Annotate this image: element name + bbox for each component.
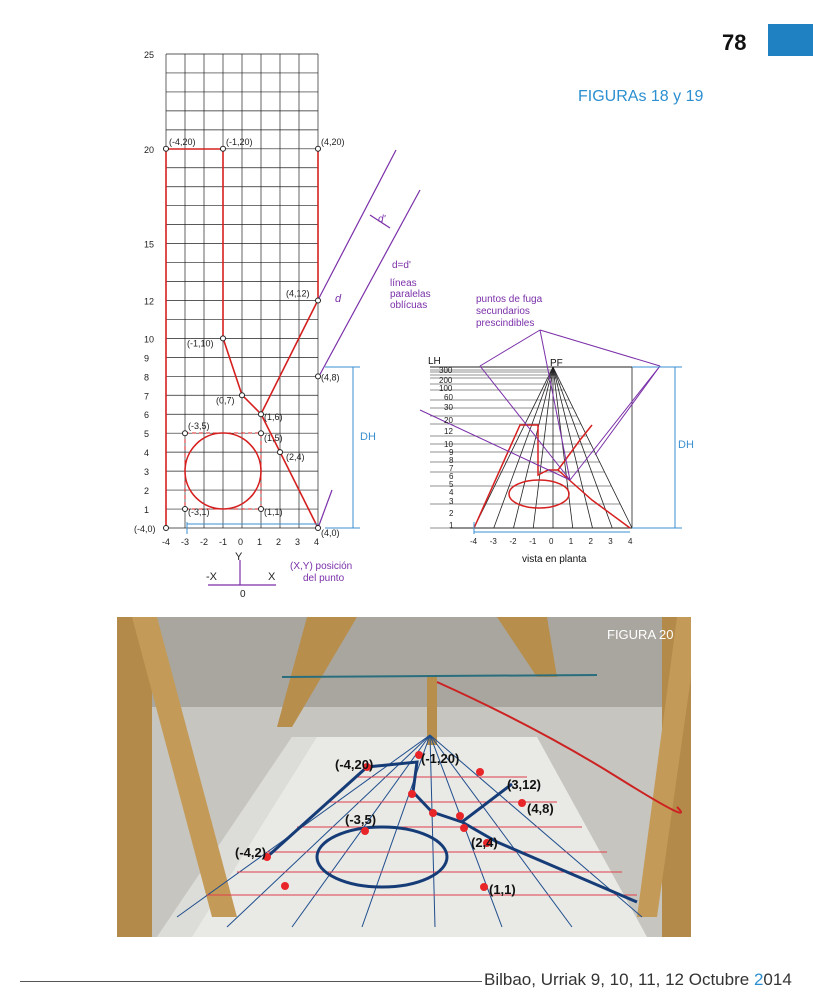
depth-label: 200 — [439, 376, 453, 385]
plan-x-label: 3 — [608, 537, 613, 546]
axis-y-label: Y — [235, 551, 243, 563]
axis-zero-label: 0 — [240, 589, 246, 600]
x-tick-label: -3 — [181, 537, 190, 547]
vp-label-1: puntos de fuga — [476, 294, 543, 305]
photo-label: (-4,2) — [235, 845, 267, 860]
y-tick-label: 20 — [144, 144, 155, 155]
y-tick-label: 9 — [144, 353, 150, 364]
plan-x-label: -1 — [529, 537, 537, 546]
depth-label: 6 — [449, 472, 454, 481]
depth-label: 20 — [444, 416, 453, 425]
perspective-lines — [430, 367, 632, 528]
plan-x-label: 1 — [568, 537, 574, 546]
axis-negx-label: -X — [206, 571, 217, 583]
depth-label: 4 — [449, 488, 454, 497]
depth-label: 100 — [439, 384, 453, 393]
plan-x-label: 2 — [588, 537, 593, 546]
y-tick-label: 7 — [144, 391, 150, 402]
axis-x-label: X — [268, 571, 276, 583]
photo-label: (3,12) — [507, 777, 541, 792]
perspective-y-labels — [439, 366, 454, 530]
point-label: (0,7) — [216, 395, 235, 406]
photo-label: (1,1) — [489, 882, 516, 897]
point-label: (1,6) — [264, 412, 283, 423]
footer-year-rest: 014 — [763, 970, 792, 989]
point-label: (-1,10) — [187, 338, 214, 349]
dh-label-2: DH — [678, 439, 694, 451]
point-marker — [183, 507, 188, 512]
point-label: (-1,20) — [226, 136, 253, 147]
point-marker — [221, 336, 226, 341]
x-tick-label: 0 — [238, 537, 244, 547]
footer-text — [484, 970, 792, 990]
point-marker — [259, 431, 264, 436]
depth-label: 7 — [449, 464, 454, 473]
figure-title: FIGURAs 18 y 19 — [578, 88, 704, 105]
depth-label: 10 — [444, 440, 453, 449]
note-line-1: d=d' — [392, 260, 411, 271]
vp-label-3: prescindibles — [476, 318, 535, 329]
x-tick-label: 2 — [276, 537, 282, 547]
d-label: d — [335, 293, 342, 305]
point-label: (1,5) — [264, 433, 283, 444]
y-tick-label: 4 — [144, 448, 150, 459]
x-tick-label: 4 — [314, 537, 320, 547]
x-tick-label: -4 — [162, 537, 171, 547]
figure-19-perspective — [410, 290, 700, 580]
point-label: (4,0) — [321, 528, 340, 538]
point-label: (-3,1) — [188, 507, 210, 518]
x-tick-label: 3 — [295, 537, 301, 547]
x-axis-labels — [162, 537, 319, 547]
point-label: (4,8) — [321, 372, 340, 383]
note-line-3: paralelas — [390, 289, 431, 300]
point-marker — [164, 526, 169, 531]
depth-label: 3 — [449, 497, 454, 506]
photo-illustration — [117, 617, 691, 937]
point-label: (-4,0) — [134, 524, 156, 534]
depth-label: 8 — [449, 456, 454, 465]
plan-x-label: 4 — [628, 537, 633, 546]
caption-line-2: del punto — [303, 573, 345, 584]
figure-18-grid — [0, 0, 460, 600]
figure-20-photo — [117, 617, 691, 937]
depth-label: 12 — [444, 427, 453, 436]
note-line-4: oblícuas — [390, 300, 428, 311]
dh-label: DH — [360, 431, 376, 443]
y-tick-label: 5 — [144, 429, 150, 440]
y-tick-label: 8 — [144, 372, 150, 383]
point-marker — [259, 507, 264, 512]
point-marker — [278, 450, 283, 455]
depth-label: 30 — [444, 403, 453, 412]
point-marker — [240, 393, 245, 398]
footer-year-accent: 2 — [753, 970, 764, 989]
x-tick-label: -2 — [200, 537, 209, 547]
figure-20-title: FIGURA 20 — [607, 627, 674, 642]
depth-label: 2 — [449, 509, 454, 518]
depth-label: 60 — [444, 393, 453, 402]
y-tick-label: 1 — [144, 505, 150, 516]
y-tick-label: 25 — [144, 50, 155, 60]
point-marker — [221, 146, 226, 151]
photo-label: (4,8) — [527, 801, 554, 816]
y-axis-labels — [144, 50, 154, 515]
oblique-lines — [318, 150, 420, 528]
point-label: (4,20) — [321, 136, 345, 147]
plan-x-label: -2 — [509, 537, 517, 546]
y-tick-label: 15 — [144, 239, 155, 250]
depth-label: 5 — [449, 480, 454, 489]
x-tick-label: -1 — [219, 537, 228, 547]
point-marker — [316, 146, 321, 151]
y-tick-label: 12 — [144, 296, 155, 307]
pf-label: PF — [550, 358, 563, 369]
dh-dimension-2 — [474, 367, 682, 534]
plan-x-label: 0 — [549, 537, 554, 546]
perspective-x-labels — [470, 537, 633, 546]
footer-main: Bilbao, Urriak 9, 10, 11, 12 Octubre — [484, 970, 754, 989]
depth-label: 1 — [449, 521, 454, 530]
page-tab-marker — [768, 24, 813, 56]
point-marker — [316, 298, 321, 303]
point-marker — [316, 526, 321, 531]
point-marker — [259, 412, 264, 417]
y-tick-label: 3 — [144, 467, 150, 478]
d-prime-label: d' — [378, 214, 386, 225]
point-label: (1,1) — [264, 507, 283, 518]
secondary-vp-lines — [420, 330, 660, 480]
point-label: (2,4) — [286, 452, 305, 463]
note-line-2: líneas — [390, 278, 417, 289]
axis-glyph — [208, 560, 276, 585]
point-marker — [316, 374, 321, 379]
point-label: (-4,20) — [169, 136, 196, 147]
point-marker — [164, 146, 169, 151]
plan-x-label: -3 — [489, 537, 497, 546]
x-tick-label: 1 — [257, 537, 263, 547]
point-marker — [183, 431, 188, 436]
y-tick-label: 10 — [144, 334, 155, 345]
point-label: (4,12) — [286, 288, 310, 299]
plan-x-label: -4 — [470, 537, 478, 546]
footer-rule — [20, 981, 482, 982]
y-tick-label: 2 — [144, 486, 150, 497]
photo-label: (-4,20) — [335, 757, 374, 772]
photo-label: (-1,20) — [421, 751, 460, 766]
page-number: 78 — [722, 30, 747, 55]
photo-label: (2,4) — [471, 835, 498, 850]
point-label: (-3,5) — [188, 421, 210, 432]
depth-label: 9 — [449, 448, 454, 457]
plan-caption: vista en planta — [522, 554, 587, 565]
photo-label: (-3,5) — [345, 812, 377, 827]
caption-line-1: (X,Y) posición — [290, 561, 353, 572]
y-tick-label: 6 — [144, 410, 150, 421]
lh-label: LH — [428, 356, 441, 367]
depth-label: 300 — [439, 366, 453, 375]
vp-label-2: secundarios — [476, 306, 530, 317]
